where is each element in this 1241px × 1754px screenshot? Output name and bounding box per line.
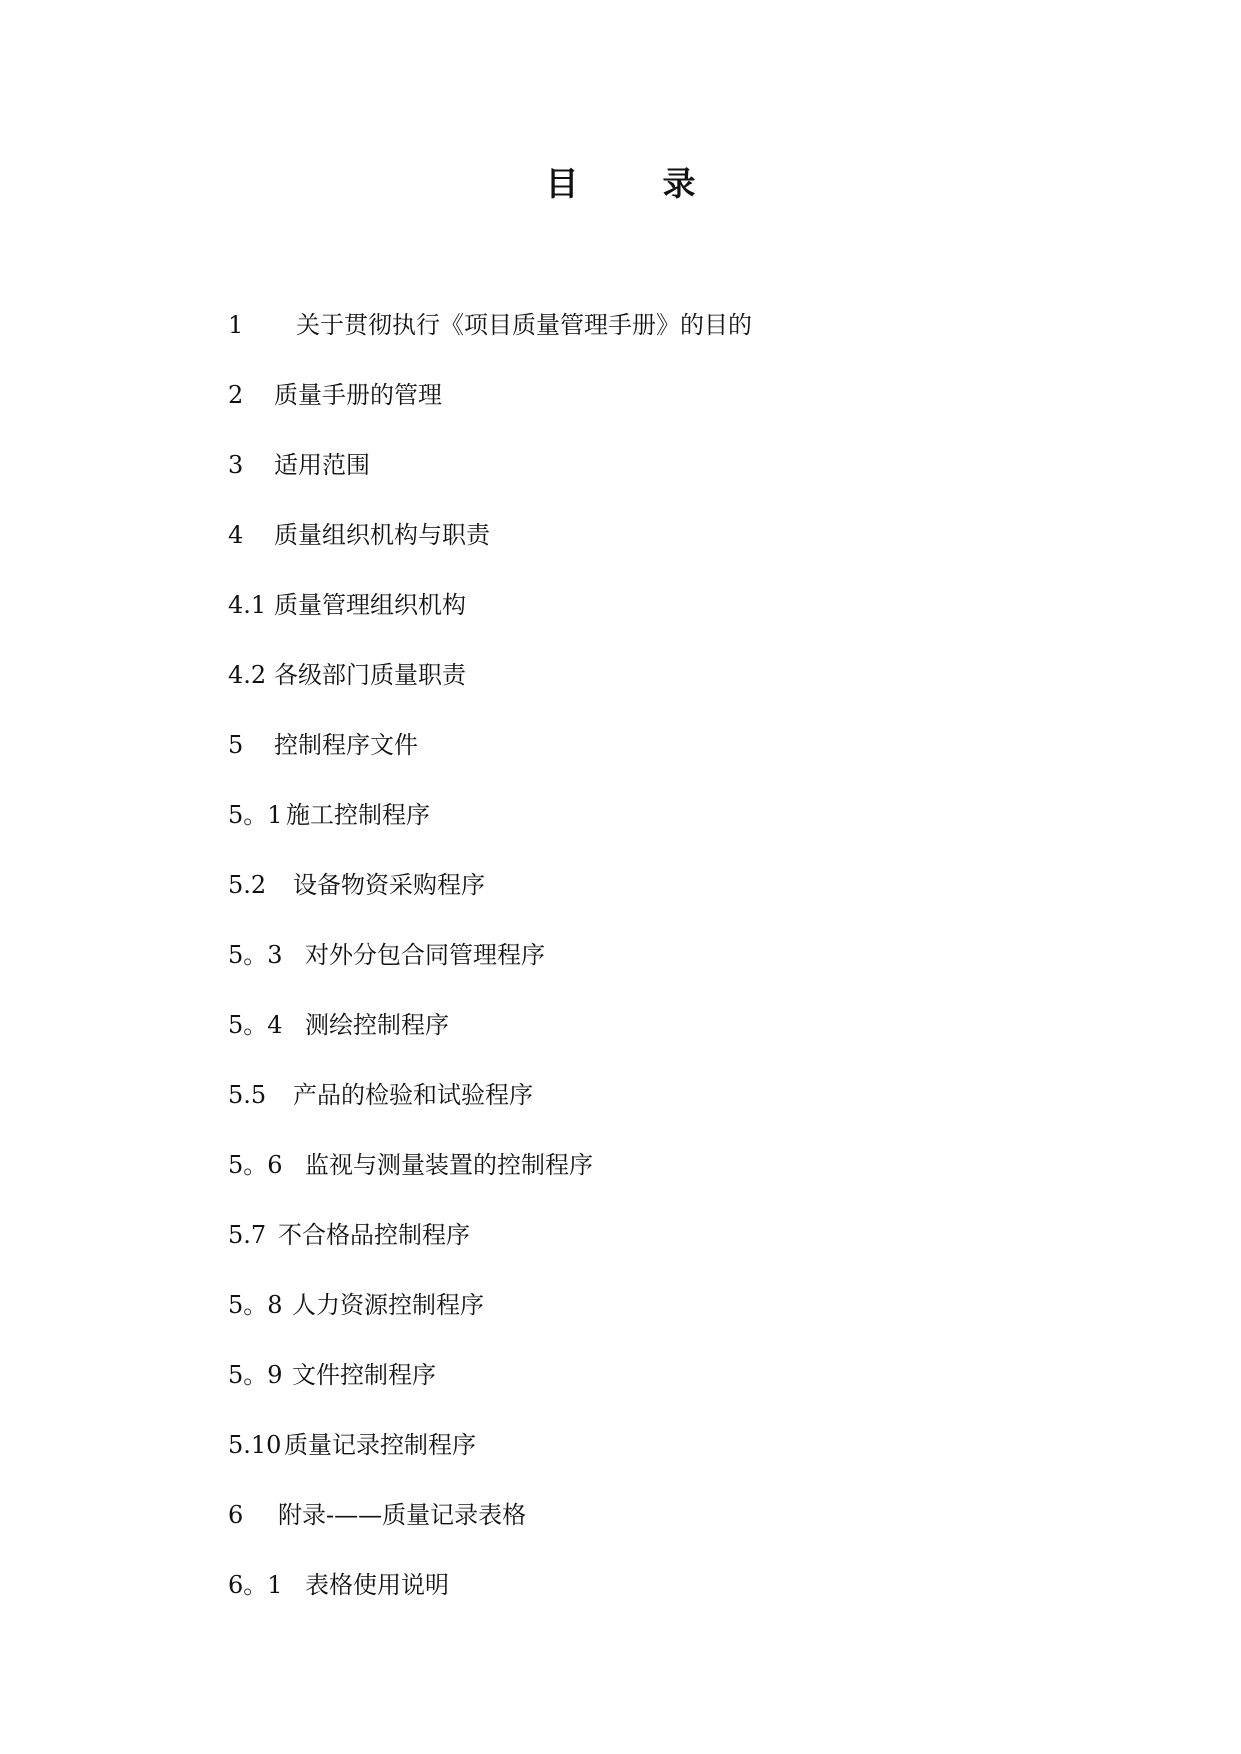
toc-item[interactable] (228, 1150, 1128, 1220)
toc-item-title: 质量记录控制程序 (284, 1431, 476, 1459)
toc-item-title: 表格使用说明 (305, 1571, 449, 1599)
toc-item[interactable] (228, 520, 1128, 590)
toc-item[interactable] (228, 940, 1128, 1010)
toc-item-number: 5.10 (228, 1431, 282, 1459)
toc-item[interactable] (228, 660, 1128, 730)
toc-item[interactable] (228, 730, 1128, 800)
toc-item[interactable] (228, 450, 1128, 520)
toc-item[interactable] (228, 380, 1128, 450)
toc-item-number: 5。4 (228, 1011, 283, 1039)
toc-item-title: 人力资源控制程序 (292, 1291, 484, 1319)
toc-item-number: 3 (228, 451, 244, 479)
toc-item-title: 测绘控制程序 (305, 1011, 449, 1039)
toc-item-number: 5。1 (228, 801, 283, 829)
toc-item-title: 产品的检验和试验程序 (293, 1081, 533, 1109)
toc-item[interactable] (228, 1290, 1128, 1360)
toc-item[interactable] (228, 1080, 1128, 1150)
toc-item-title: 施工控制程序 (286, 801, 430, 829)
toc-item-number: 4.2 (228, 661, 267, 689)
toc-item-title: 控制程序文件 (274, 731, 418, 759)
toc-item-number: 5。8 (228, 1291, 283, 1319)
toc-item-title: 设备物资采购程序 (293, 871, 485, 899)
toc-item-title: 附录-——质量记录表格 (278, 1501, 527, 1529)
toc-item-title: 关于贯彻执行《项目质量管理手册》的目的 (296, 311, 752, 339)
toc-item-number: 5.2 (228, 871, 267, 899)
toc-item[interactable] (228, 1500, 1128, 1570)
toc-item[interactable] (228, 1360, 1128, 1430)
page-title-part2: 录 (662, 164, 696, 203)
toc-item-title: 不合格品控制程序 (278, 1221, 470, 1249)
page-title-part1: 目 (545, 164, 579, 203)
toc-item-number: 5。9 (228, 1361, 283, 1389)
toc-item[interactable] (228, 1570, 1128, 1640)
toc-item-title: 适用范围 (274, 451, 370, 479)
toc-item-number: 5.7 (228, 1221, 267, 1249)
toc-item-number: 5.5 (228, 1081, 267, 1109)
toc-item-number: 5。3 (228, 941, 283, 969)
toc-item-title: 对外分包合同管理程序 (305, 941, 545, 969)
toc-item[interactable] (228, 1430, 1128, 1500)
toc-item[interactable] (228, 800, 1128, 870)
toc-item-number: 4 (228, 521, 244, 549)
toc-item-title: 各级部门质量职责 (274, 661, 466, 689)
toc-item-title: 质量组织机构与职责 (274, 521, 490, 549)
toc-item-number: 1 (228, 311, 244, 339)
toc-item[interactable] (228, 1220, 1128, 1290)
toc-item[interactable] (228, 590, 1128, 660)
toc-item-number: 5。6 (228, 1151, 283, 1179)
toc-item[interactable] (228, 870, 1128, 940)
toc-item-number: 6。1 (228, 1571, 283, 1599)
toc-item-number: 5 (228, 731, 244, 759)
toc-item-title: 质量管理组织机构 (274, 591, 466, 619)
toc-item-number: 4.1 (228, 591, 267, 619)
toc-item-title: 质量手册的管理 (274, 381, 442, 409)
toc-item-title: 文件控制程序 (292, 1361, 436, 1389)
toc-item[interactable] (228, 310, 1128, 380)
table-of-contents (228, 310, 1128, 1640)
page-title (0, 158, 1241, 205)
toc-item-number: 6 (228, 1501, 244, 1529)
toc-item-title: 监视与测量装置的控制程序 (305, 1151, 593, 1179)
toc-item[interactable] (228, 1010, 1128, 1080)
toc-item-number: 2 (228, 381, 244, 409)
